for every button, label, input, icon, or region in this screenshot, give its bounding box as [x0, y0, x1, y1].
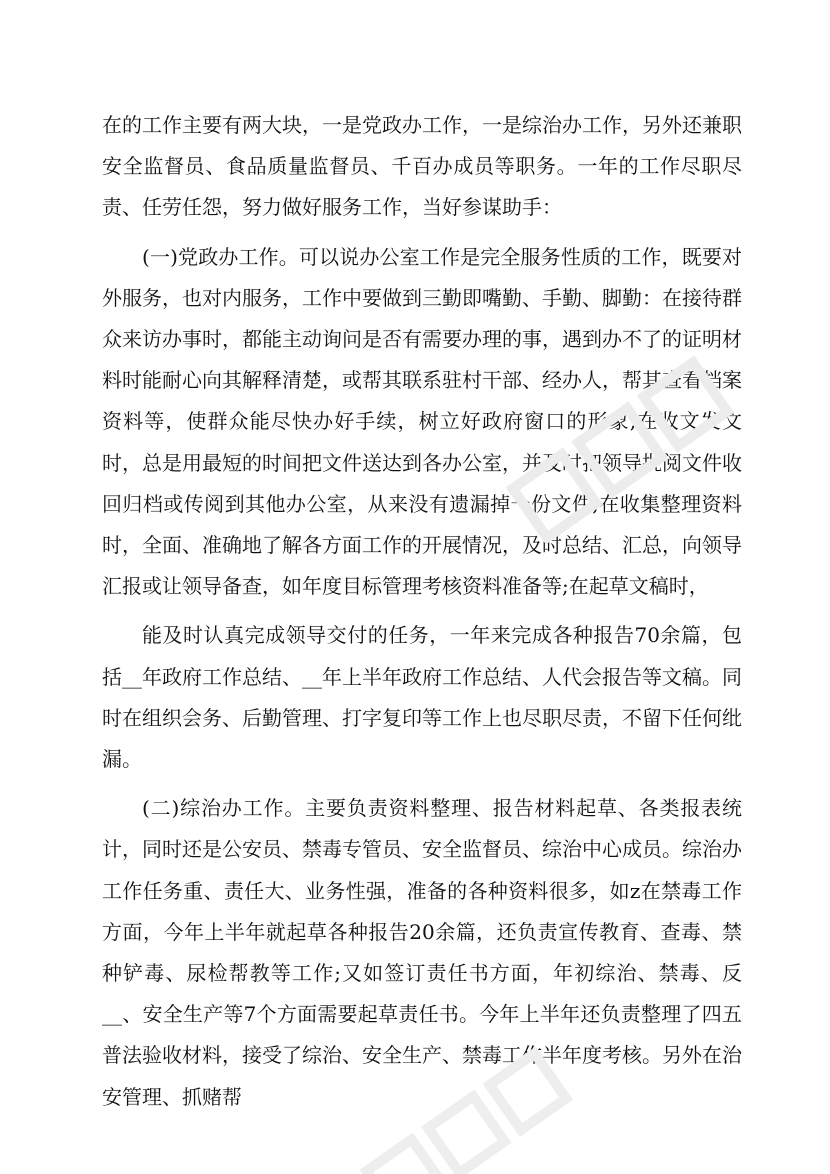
watermark-icon: [470, 300, 770, 600]
document-body: [102, 105, 742, 1118]
paragraph-intro: 在的工作主要有两大块，一是党政办工作，一是综治办工作，另外还兼职安全监督员、食品质量监督员、千百办成员等职务。一年的工作尽职尽责、任劳任怨，努力做好服务工作，当好参谋助手：: [102, 113, 742, 220]
paragraph-party-office-continued: 能及时认真完成领导交付的任务，一年来完成各种报告70余篇，包括__年政府工作总结、__年上半年政府工作总结、人代会报告等文稿。同时在组织会务、后勤管理、打字复印等工作上也尽职尽责，不留下任何纰漏。: [102, 623, 742, 772]
paragraph-comprehensive-office: (二)综治办工作。主要负责资料整理、报告材料起草、各类报表统计，同时还是公安员、禁毒专管员、安全监督员、综治中心成员。综治办工作任务重、责任大、业务性强，准备的各种资料很多，如z在禁毒工作方面，今年上半年就起草各种报告20余篇，还负责宣传教育、查毒、禁种铲毒、尿检帮教等工作;又如签订责任书方面，年初综治、禁毒、反__、安全生产等7个方面需要起草责任书。今年上半年还负责整理了四五普法验收材料，接受了综治、安全生产、禁毒工作半年度考核。另外在治安管理、抓赌帮: [102, 796, 742, 1109]
paragraph-party-office: (一)党政办工作。可以说办公室工作是完全服务性质的工作，既要对外服务，也对内服务，工作中要做到三勤即嘴勤、手勤、脚勤：在接待群众来访办事时，都能主动询问是否有需要办理的事，遇到办不了的证明材料时能耐心向其解释清楚，或帮其联系驻村干部、经办人，帮其查看档案资料等，使群众能尽快办好手续，树立好政府窗口的形象;在收文发文时，总是用最短的时间把文件送达到各办公室，并及时把领导批阅文件收回归档或传阅到其他办公室，从来没有遗漏掉一份文件;在收集整理资料时，全面、准确地了解各方面工作的开展情况，及时总结、汇总，向领导汇报或让领导备查，如年度目标管理考核资料准备等;在起草文稿时，: [102, 244, 742, 599]
watermark-icon: [330, 1030, 590, 1174]
